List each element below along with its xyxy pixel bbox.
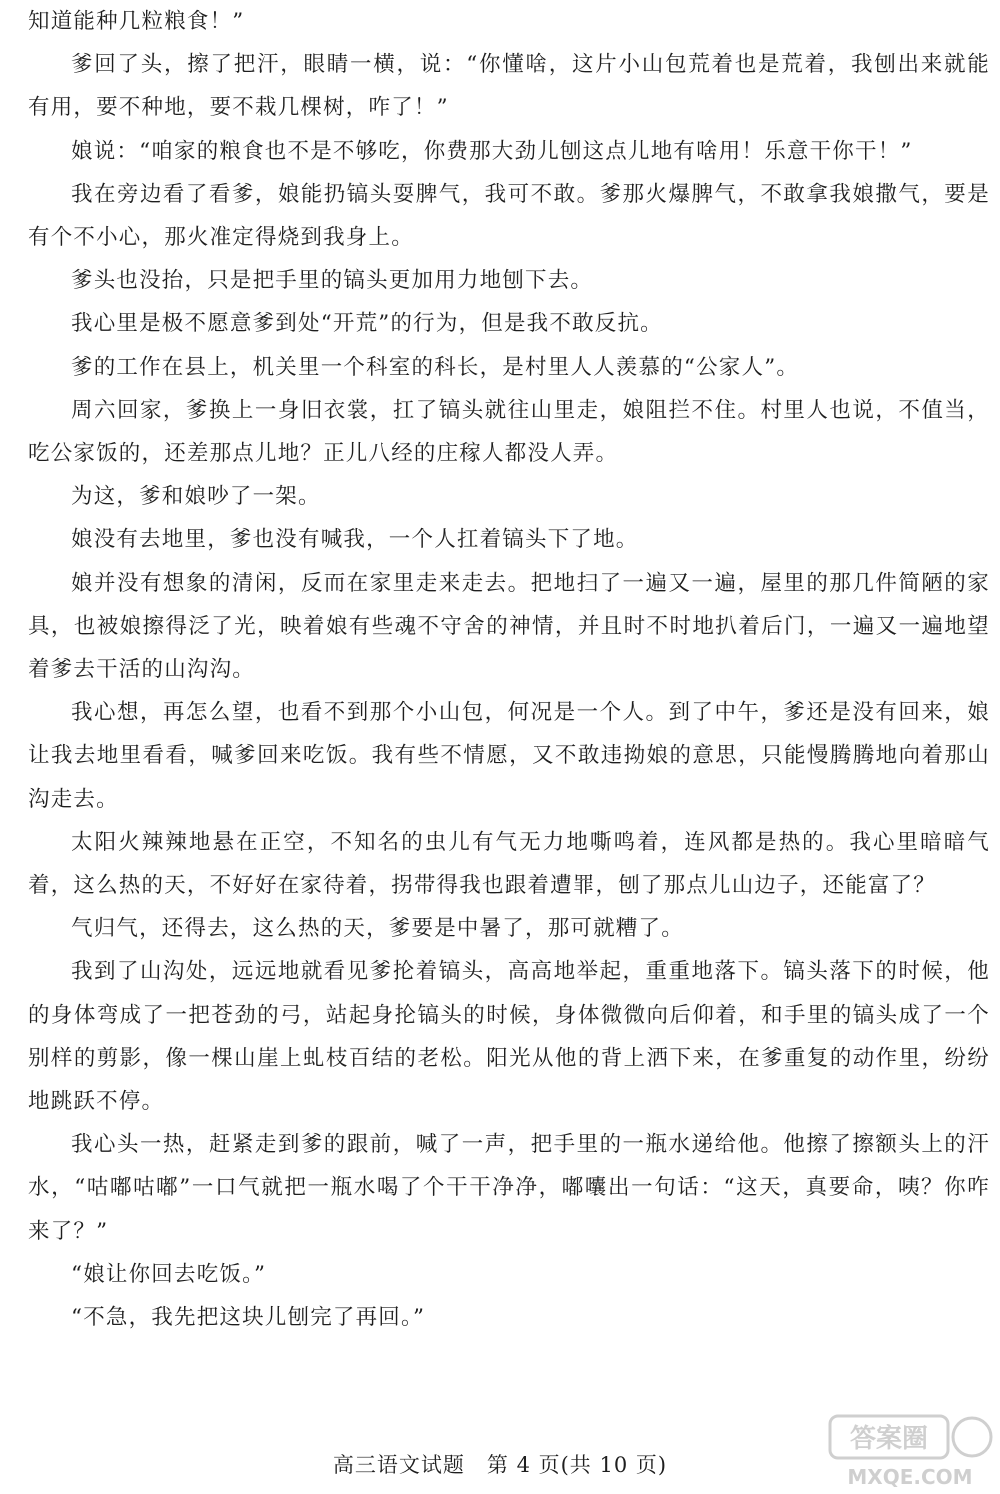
paragraph-15: 我到了山沟处，远远地就看见爹抡着镐头，高高地举起，重重地落下。镐头落下的时候，他的身体弯成了一把苍劲的弓，站起身抡镐头的时候，身体微微向后仰着，和手里的镐头成了一个别样的剪影，像一棵山崖上虬枝百结的老松。阳光从他的背上洒下来，在爹重复的动作里，纷纷地跳跃不停。 xyxy=(28,959,990,1115)
paragraph-8: 周六回家，爹换上一身旧衣裳，扛了镐头就往山里走，娘阻拦不住。村里人也说，不值当，吃公家饭的，还差那点儿地？正儿八经的庄稼人都没人弄。 xyxy=(28,397,990,467)
paragraph-17: “娘让你回去吃饭。” xyxy=(71,1261,267,1287)
page-footer: 高三语文试题 第 4 页(共 10 页) xyxy=(332,1453,668,1477)
watermark-url: MXQE.COM xyxy=(847,1465,973,1489)
paragraph-13: 太阳火辣辣地悬在正空，不知名的虫儿有气无力地嘶鸣着，连风都是热的。我心里暗暗气着，这么热的天，不好好在家待着，拐带得我也跟着遭罪，刨了那点儿山边子，还能富了？ xyxy=(28,829,990,899)
paragraph-11: 娘并没有想象的清闲，反而在家里走来走去。把地扫了一遍又一遍，屋里的那几件简陋的家具，也被娘擦得泛了光，映着娘有些魂不守舍的神情，并且时不时地扒着后门，一遍又一遍地望着爹去干活的山沟沟。 xyxy=(28,570,990,683)
paragraph-9: 为这，爹和娘吵了一架。 xyxy=(71,484,321,510)
paragraph-1: 知道能种几粒粮食！” xyxy=(28,9,245,34)
paragraph-14: 气归气，还得去，这么热的天，爹要是中暑了，那可就糟了。 xyxy=(71,916,684,942)
paragraph-4: 我在旁边看了看爹，娘能扔镐头耍脾气，我可不敢。爹那火爆脾气，不敢拿我娘撒气，要是有个不小心，那火准定得烧到我身上。 xyxy=(28,181,990,251)
paragraph-10: 娘没有去地里，爹也没有喊我，一个人扛着镐头下了地。 xyxy=(71,527,639,553)
paragraph-5: 爹头也没抬，只是把手里的镐头更加用力地刨下去。 xyxy=(71,268,594,294)
paragraph-6: 我心里是极不愿意爹到处“开荒”的行为，但是我不敢反抗。 xyxy=(71,311,663,337)
paragraph-16: 我心头一热，赶紧走到爹的跟前，喊了一声，把手里的一瓶水递给他。他擦了擦额头上的汗水，“咕嘟咕嘟”一口气就把一瓶水喝了个干干净净，嘟囔出一句话：“这天，真要命，咦？你咋来了？” xyxy=(28,1132,990,1244)
paragraph-2: 爹回了头，擦了把汗，眼睛一横，说：“你懂啥，这片小山包荒着也是荒着，我刨出来就能有用，要不种地，要不栽几棵树，咋了！” xyxy=(28,52,990,121)
paragraph-12: 我心想，再怎么望，也看不到那个小山包，何况是一个人。到了中午，爹还是没有回来，娘让我去地里看看，喊爹回来吃饭。我有些不情愿，又不敢违拗娘的意思，只能慢腾腾地向着那山沟走去。 xyxy=(28,700,990,812)
story-text xyxy=(28,0,990,1339)
paragraph-18: “不急，我先把这块儿刨完了再回。” xyxy=(71,1305,426,1331)
paragraph-3: 娘说：“咱家的粮食也不是不够吃，你费那大劲儿刨这点儿地有啥用！乐意干你干！” xyxy=(71,138,913,164)
watermark-text: 答案圈 xyxy=(849,1424,929,1454)
paragraph-7: 爹的工作在县上，机关里一个科室的科长，是村里人人羡慕的“公家人”。 xyxy=(71,354,800,380)
